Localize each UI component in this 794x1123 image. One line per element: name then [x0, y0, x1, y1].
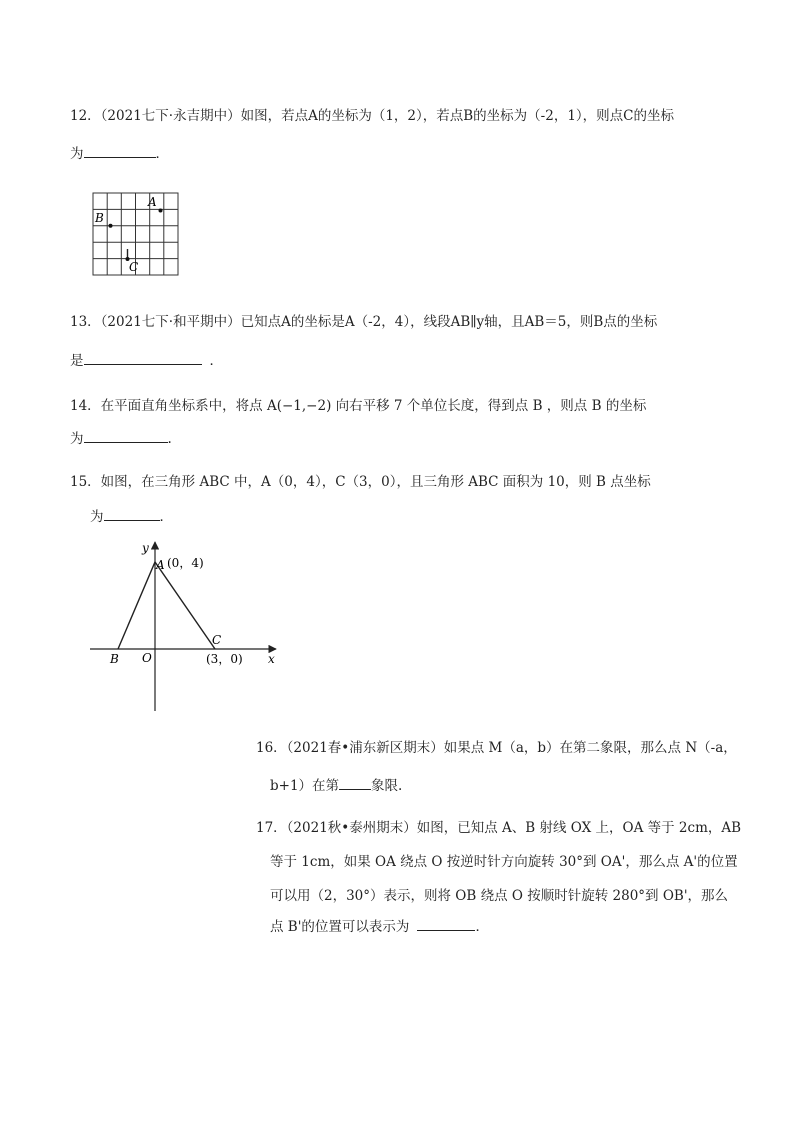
q15-triangle-figure	[88, 536, 288, 716]
q15-line1: 15．如图，在三角形 ABC 中，A（0，4），C（3，0），且三角形 ABC 面积为 10，则 B 点坐标	[70, 474, 651, 490]
q14-line2	[70, 428, 172, 449]
point-a	[159, 209, 163, 213]
q16-line1: 16．（2021春•浦东新区期末）如果点 M（a，b）在第二象限，那么点 N（-a，	[256, 740, 737, 756]
label-a-coord: (0，4)	[167, 556, 204, 570]
q13-line2	[70, 350, 223, 371]
q12-line2	[70, 143, 169, 164]
q16-line2-suffix: 象限.	[371, 778, 403, 794]
q12-line1: 12．（2021七下·永吉期中）如图，若点A的坐标为（1，2），若点B的坐标为（-2，1），则点C的坐标	[70, 108, 674, 124]
q17-line2: 等于 1cm，如果 OA 绕点 O 按逆时针方向旋转 30°到 OA'，那么点 A'的位置	[270, 854, 738, 870]
q14-line2-suffix: .	[167, 431, 172, 447]
q17-line4-prefix: 点 B'的位置可以表示为	[270, 919, 410, 935]
label-x: x	[268, 652, 275, 666]
q15-line2-suffix: ．	[159, 509, 173, 525]
label-c-coord: (3，0)	[206, 652, 243, 666]
q14-answer-blank[interactable]	[84, 428, 168, 443]
q13-line2-suffix: ．	[209, 353, 223, 369]
label-c: C	[129, 260, 139, 274]
q15-line2-prefix: 为	[90, 509, 104, 525]
q14-line2-prefix: 为	[70, 431, 84, 447]
q12-line2-suffix: ．	[155, 146, 169, 162]
q14-line1: 14．在平面直角坐标系中，将点 A(−1,−2) 向右平移 7 个单位长度，得到点 B ，则点 B 的坐标	[70, 398, 647, 414]
label-y: y	[142, 541, 149, 555]
q15-answer-blank[interactable]	[104, 506, 160, 521]
label-c: C	[212, 633, 222, 647]
label-o: O	[142, 651, 152, 665]
point-b	[109, 224, 113, 228]
q16-answer-blank[interactable]	[339, 775, 371, 790]
q12-grid-figure	[91, 191, 181, 277]
q13-answer-blank[interactable]	[84, 350, 202, 365]
q12-answer-blank[interactable]	[84, 143, 156, 158]
q17-line4-suffix: ．	[475, 919, 489, 935]
q17-line3: 可以用（2，30°）表示，则将 OB 绕点 O 按顺时针旋转 280°到 OB'，那么	[270, 888, 729, 904]
q17-line1: 17．（2021秋•泰州期末）如图，已知点 A、B 射线 OX 上，OA 等于 2cm，AB	[256, 820, 742, 836]
q16-line2-prefix: b+1）在第	[270, 778, 340, 794]
label-b: B	[110, 652, 119, 666]
q17-answer-blank[interactable]	[417, 916, 475, 931]
q12-line2-prefix: 为	[70, 146, 84, 162]
label-a: A	[156, 558, 165, 572]
q13-line1: 13．（2021七下·和平期中）已知点A的坐标是A（-2，4），线段AB∥y轴，且AB＝5，则B点的坐标	[70, 314, 658, 330]
triangle-abc	[118, 562, 215, 649]
q17-line4	[270, 916, 489, 937]
q13-line2-prefix: 是	[70, 353, 84, 369]
label-b: B	[95, 211, 104, 225]
q16-line2	[270, 775, 402, 796]
label-a: A	[148, 195, 157, 209]
q15-line2	[90, 506, 173, 527]
